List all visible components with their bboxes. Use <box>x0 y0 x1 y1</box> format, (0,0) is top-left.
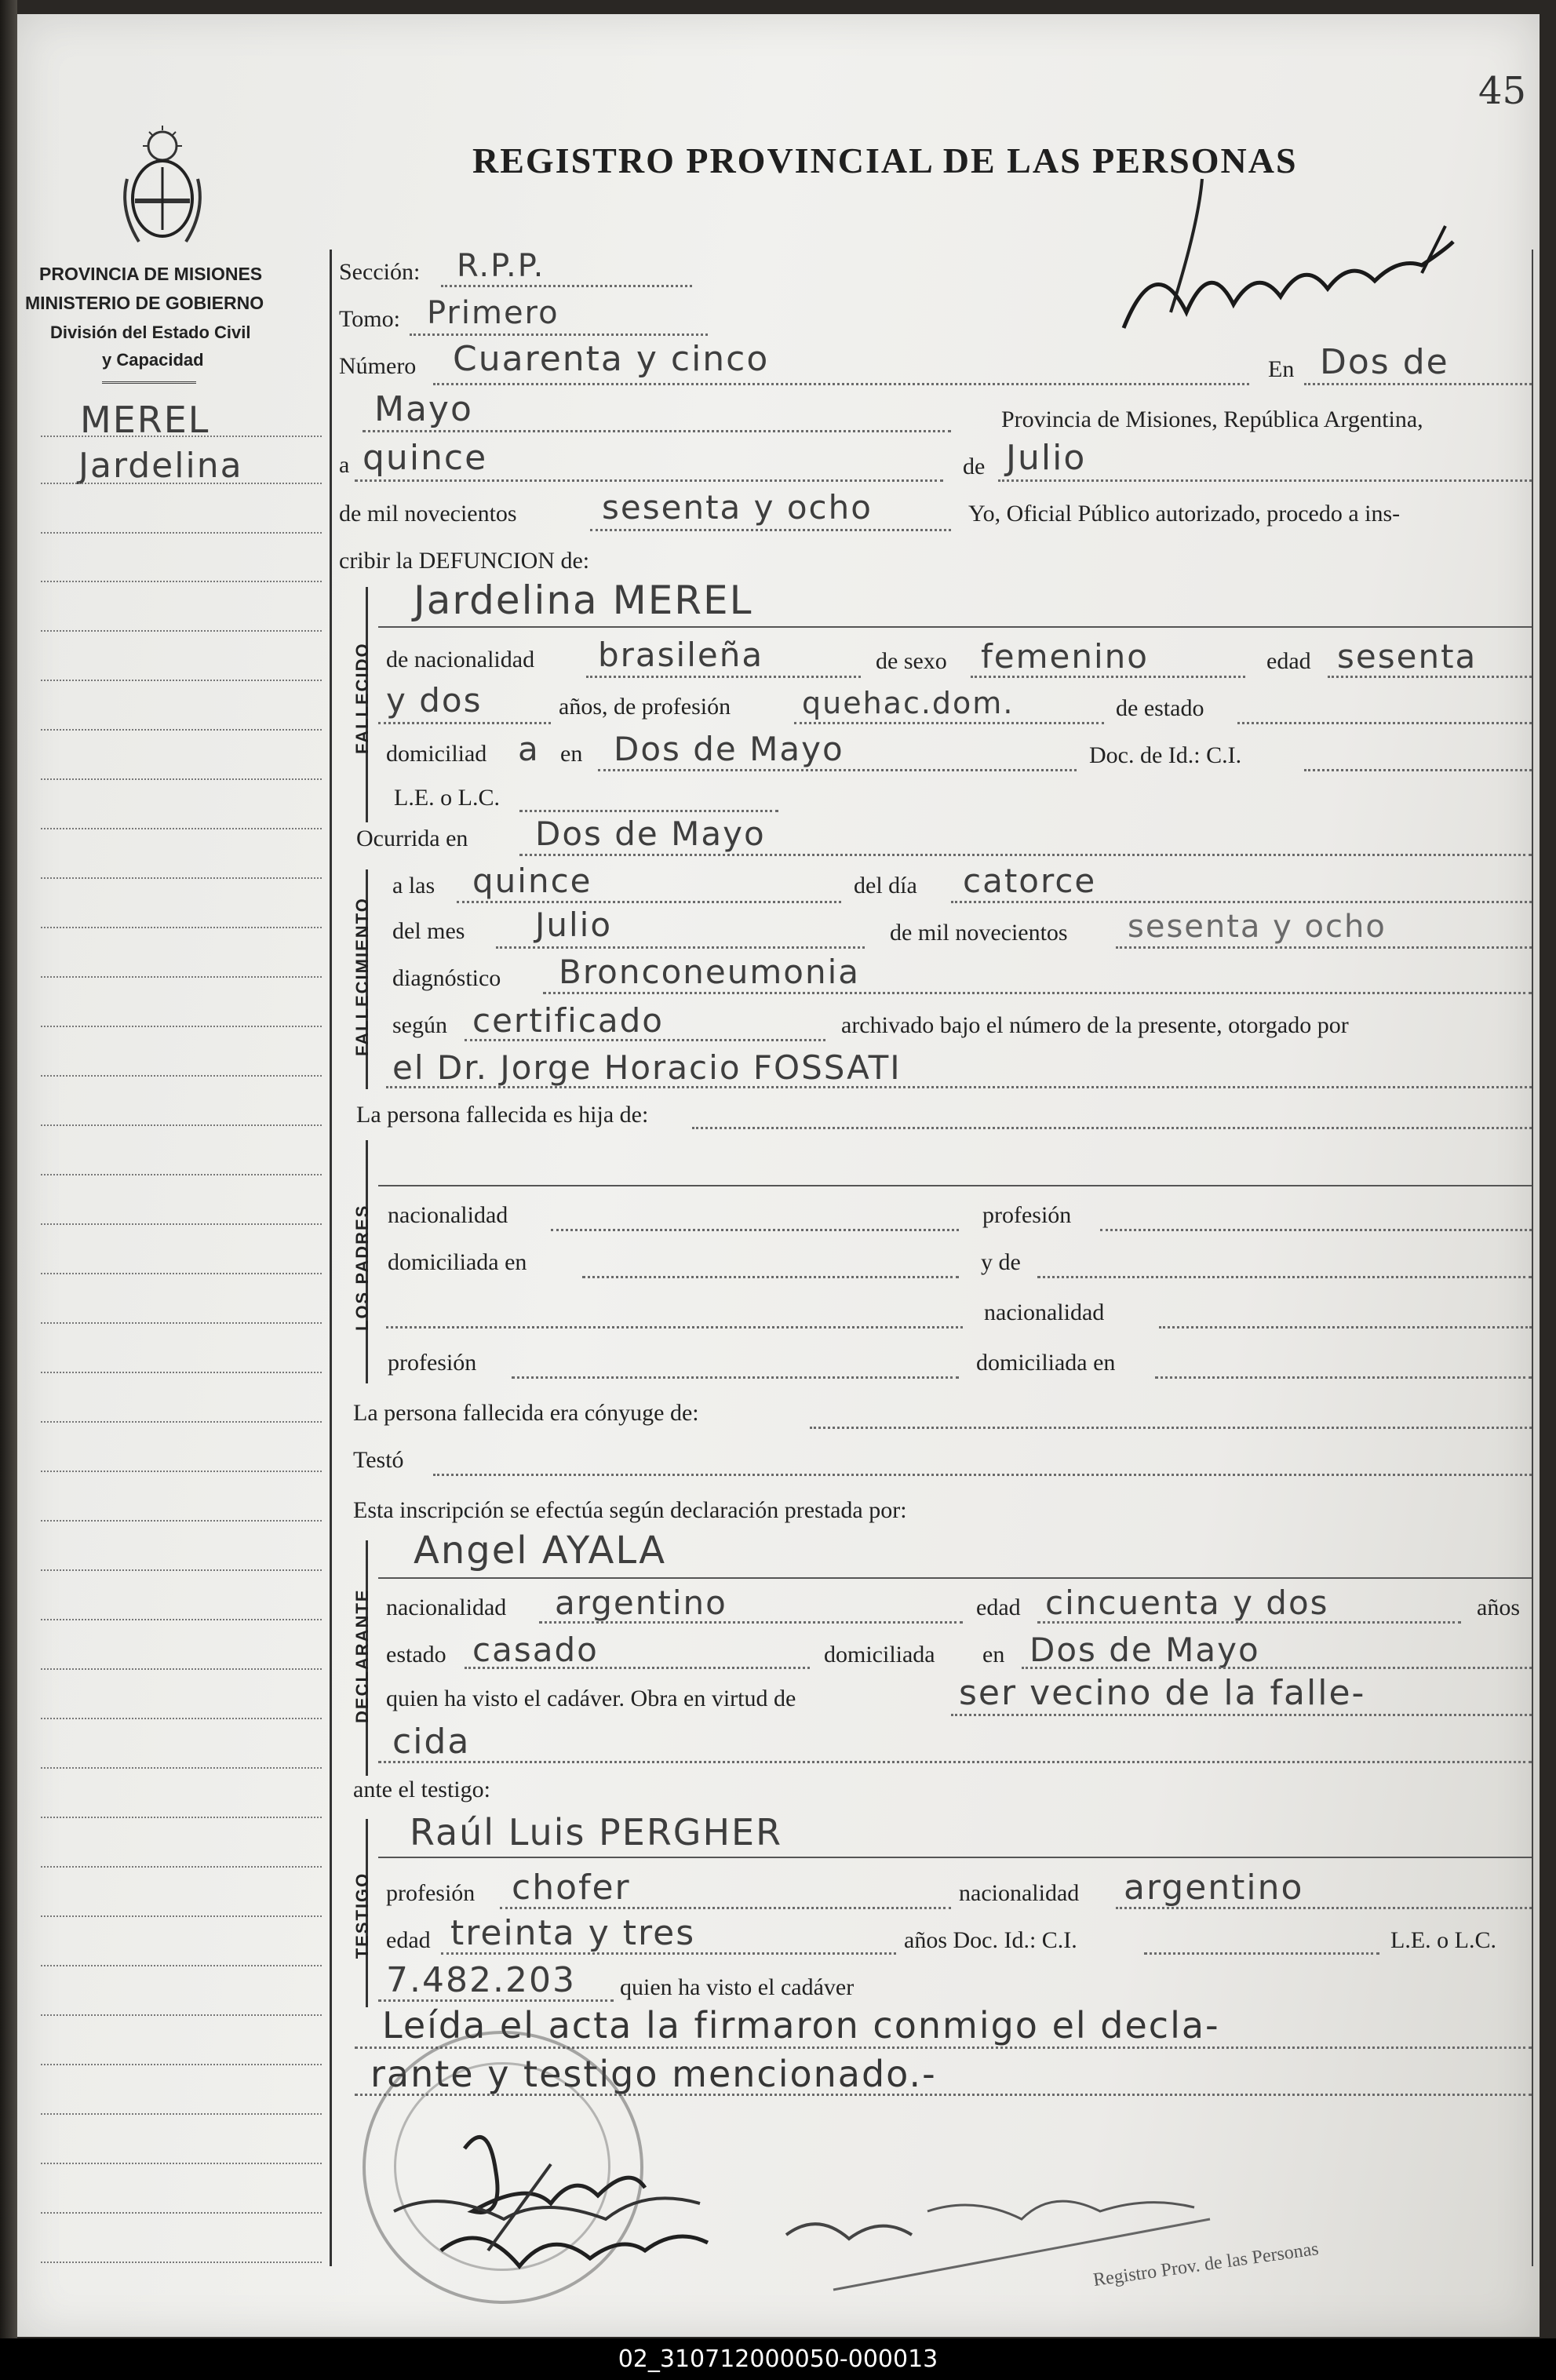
label-en2: en <box>560 741 583 767</box>
label-archivado: archivado bajo el número de la presente, otorgado por <box>841 1012 1349 1038</box>
value-edad2: y dos <box>386 681 483 720</box>
value-numero: Cuarenta y cinco <box>453 339 770 379</box>
label-a: a <box>339 452 350 478</box>
label-de-mil2: de mil novecientos <box>890 920 1068 946</box>
value-domicilio: Dos de Mayo <box>614 730 844 768</box>
coat-of-arms-icon <box>119 124 206 257</box>
value-edad1: sesenta <box>1337 637 1478 676</box>
label-del-mes: del mes <box>392 918 465 944</box>
label-en-decl: en <box>982 1642 1005 1667</box>
label-inscripcion: Esta inscripción se efectúa según declaración prestada por: <box>353 1497 907 1523</box>
value-mayo: Mayo <box>374 389 473 429</box>
label-conyuge: La persona fallecida era cónyuge de: <box>353 1400 699 1426</box>
value-a: quince <box>363 438 488 478</box>
margin-surname: MEREL <box>80 399 210 441</box>
value-nombre: Jardelina MEREL <box>414 578 753 623</box>
value-de-mes: Julio <box>1006 438 1087 478</box>
label-anos-profesion: años, de profesión <box>559 694 731 720</box>
label-nacionalidad-decl: nacionalidad <box>386 1595 507 1620</box>
value-obra2: cida <box>392 1722 471 1762</box>
page-title: REGISTRO PROVINCIAL DE LAS PERSONAS <box>472 140 1298 180</box>
org-division: División del Estado Civil <box>50 323 251 342</box>
side-label-fallecimiento: FALLECIMIENTO <box>352 897 372 1056</box>
book-spine <box>0 0 17 2380</box>
label-a-las: a las <box>392 873 435 898</box>
org-underline <box>102 381 196 384</box>
value-test-doc: 7.482.203 <box>386 1960 576 2000</box>
label-ante-testigo: ante el testigo: <box>353 1777 490 1802</box>
value-decl-estado: casado <box>472 1631 599 1669</box>
label-le-lc2: L.E. o L.C. <box>1390 1927 1496 1953</box>
value-del-dia: catorce <box>963 862 1097 900</box>
label-estado-decl: estado <box>386 1642 446 1667</box>
label-domiciliada-madre: domiciliada en <box>976 1350 1116 1376</box>
value-ano: sesenta y ocho <box>602 488 873 527</box>
value-tomo: Primero <box>427 295 559 331</box>
label-nacionalidad-madre: nacionalidad <box>984 1299 1105 1325</box>
value-ano2: sesenta y ocho <box>1128 909 1387 945</box>
value-domiciliad-suffix: a <box>518 730 540 768</box>
label-y-de: y de <box>981 1249 1021 1275</box>
scan-identifier: 02_310712000050-000013 <box>0 2338 1556 2380</box>
value-profesion: quehac.dom. <box>802 686 1015 720</box>
value-a-las: quince <box>472 862 592 900</box>
label-edad: edad <box>1266 648 1311 674</box>
label-cribir: cribir la DEFUNCION de: <box>339 548 590 574</box>
label-de-nacionalidad: de nacionalidad <box>386 647 535 672</box>
side-label-los-padres: LOS PADRES <box>352 1204 372 1331</box>
label-profesion-padre: profesión <box>982 1202 1072 1228</box>
value-segun: certificado <box>472 1001 664 1040</box>
margin-divider <box>330 250 332 2266</box>
label-profesion-madre: profesión <box>388 1350 477 1376</box>
value-en: Dos de <box>1320 342 1449 382</box>
label-diagnostico: diagnóstico <box>392 965 501 991</box>
label-de-sexo: de sexo <box>876 648 947 674</box>
side-label-fallecido: FALLECIDO <box>352 642 372 754</box>
value-obra1: ser vecino de la falle- <box>959 1673 1366 1713</box>
side-label-testigo: TESTIGO <box>352 1872 372 1959</box>
label-quien-visto2: quien ha visto el cadáver <box>620 1974 855 2000</box>
label-del-dia: del día <box>854 873 917 898</box>
value-medico: el Dr. Jorge Horacio FOSSATI <box>392 1048 902 1087</box>
label-numero: Número <box>339 353 417 379</box>
value-test-nacionalidad: argentino <box>1124 1868 1304 1908</box>
value-seccion: R.P.P. <box>457 248 545 284</box>
label-nacionalidad-padre: nacionalidad <box>388 1202 508 1228</box>
label-en: En <box>1268 356 1295 382</box>
label-seccion: Sección: <box>339 259 421 285</box>
label-edad-decl: edad <box>976 1595 1021 1620</box>
stamp-text: Registro Prov. de las Personas <box>1091 2238 1321 2291</box>
value-decl-domicilio: Dos de Mayo <box>1029 1631 1260 1669</box>
label-nacionalidad-test: nacionalidad <box>959 1880 1080 1906</box>
page-number: 45 <box>1478 69 1527 113</box>
label-ocurrida-en: Ocurrida en <box>356 826 468 851</box>
margin-given-name: Jardelina <box>78 446 243 486</box>
value-nacionalidad: brasileña <box>598 636 764 674</box>
label-quien-visto: quien ha visto el cadáver. Obra en virtud de <box>386 1686 796 1711</box>
registrar-signature <box>1108 155 1469 359</box>
value-decl-nacionalidad: argentino <box>555 1584 727 1622</box>
label-profesion-test: profesión <box>386 1880 476 1906</box>
org-province: PROVINCIA DE MISIONES <box>39 264 263 284</box>
label-yo-oficial: Yo, Oficial Público autorizado, procedo a ins- <box>968 501 1401 527</box>
value-testigo: Raúl Luis PERGHER <box>410 1811 783 1853</box>
value-test-edad: treinta y tres <box>450 1913 696 1953</box>
label-domiciliad: domiciliad <box>386 741 487 767</box>
label-tomo: Tomo: <box>339 306 400 332</box>
label-segun: según <box>392 1012 447 1038</box>
value-declarante: Angel AYALA <box>414 1529 667 1573</box>
label-le-lc: L.E. o L.C. <box>394 785 500 811</box>
label-de-mil: de mil novecientos <box>339 501 517 527</box>
value-diagnostico: Bronconeumonia <box>559 953 860 991</box>
signatures <box>347 2101 1524 2337</box>
label-edad-test: edad <box>386 1927 431 1953</box>
label-de: de <box>963 454 986 479</box>
value-decl-edad: cincuenta y dos <box>1045 1584 1329 1622</box>
label-domiciliada-padre: domiciliada en <box>388 1249 527 1275</box>
value-test-profesion: chofer <box>512 1868 631 1908</box>
value-leida1: Leída el acta la firmaron conmigo el decla- <box>382 2004 1220 2047</box>
label-anos-doc: años Doc. Id.: C.I. <box>904 1927 1077 1953</box>
value-sexo: femenino <box>981 637 1149 676</box>
label-provincia: Provincia de Misiones, República Argentina, <box>1001 406 1423 432</box>
value-del-mes: Julio <box>535 906 613 944</box>
value-ocurrida: Dos de Mayo <box>535 815 766 853</box>
label-testo: Testó <box>353 1447 404 1473</box>
right-border <box>1532 250 1533 2266</box>
label-hija-de: La persona fallecida es hija de: <box>356 1102 649 1128</box>
label-doc-id: Doc. de Id.: C.I. <box>1089 742 1242 768</box>
org-capacity: y Capacidad <box>102 350 204 370</box>
label-de-estado: de estado <box>1116 695 1204 721</box>
org-ministry: MINISTERIO DE GOBIERNO <box>25 293 264 313</box>
label-domiciliada-decl: domiciliada <box>824 1642 935 1667</box>
side-label-declarante: DECLARANTE <box>352 1588 372 1723</box>
document-page <box>17 14 1540 2337</box>
value-leida2: rante y testigo mencionado.- <box>370 2053 937 2095</box>
label-anos-decl: años <box>1477 1595 1520 1620</box>
